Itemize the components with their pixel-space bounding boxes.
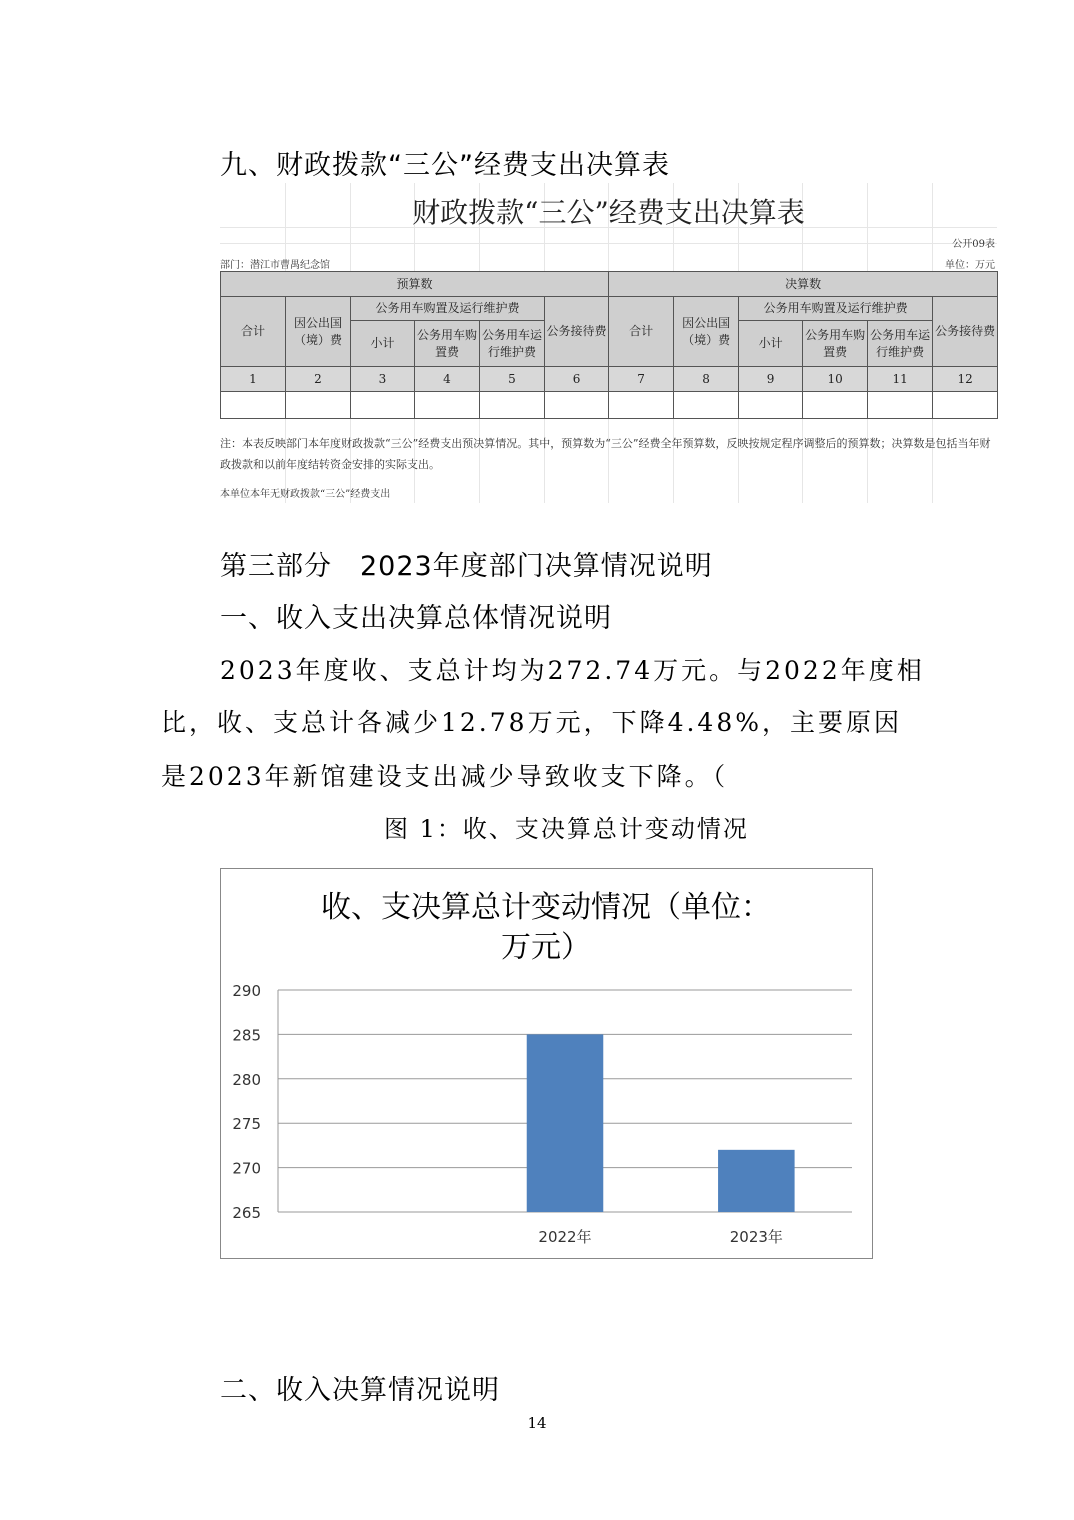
final-purchase-header: 公务用车购置费 bbox=[803, 321, 868, 367]
y-tick-label: 290 bbox=[232, 982, 261, 1000]
col-num: 3 bbox=[351, 367, 415, 392]
budget-reception-header: 公务接待费 bbox=[545, 297, 609, 367]
final-operation-header: 公务用车运行维护费 bbox=[868, 321, 933, 367]
total-change-chart bbox=[220, 868, 873, 1259]
col-num: 6 bbox=[545, 367, 609, 392]
empty-data-row bbox=[221, 392, 998, 419]
final-vehicle-header: 公务用车购置及运行维护费 bbox=[739, 297, 933, 321]
budget-group-header: 预算数 bbox=[221, 272, 609, 297]
x-tick-label: 2023年 bbox=[729, 1228, 783, 1246]
y-tick-label: 285 bbox=[232, 1026, 261, 1045]
expense-table bbox=[220, 271, 998, 419]
table-footer-note: 本单位本年无财政拨款“三公”经费支出 bbox=[220, 489, 391, 500]
budget-total-header: 合计 bbox=[221, 297, 286, 367]
bar-2023年 bbox=[718, 1150, 795, 1212]
page-number: 14 bbox=[527, 1414, 547, 1432]
col-num: 1 bbox=[221, 367, 286, 392]
bar-2022年 bbox=[527, 1034, 604, 1212]
col-num: 4 bbox=[415, 367, 480, 392]
chart-title-line-2: 万元） bbox=[501, 930, 591, 965]
col-num: 5 bbox=[480, 367, 545, 392]
final-subtotal-header: 小计 bbox=[739, 321, 803, 367]
paragraph-line-2: 比，收、支总计各减少12.78万元，下降4.48%，主要原因 bbox=[161, 708, 902, 737]
final-abroad-header: 因公出国（境）费 bbox=[674, 297, 739, 367]
col-num: 8 bbox=[674, 367, 739, 392]
paragraph-line-1: 2023年度收、支总计均为272.74万元。与2022年度相 bbox=[220, 656, 925, 685]
col-num: 10 bbox=[803, 367, 868, 392]
budget-abroad-header: 因公出国（境）费 bbox=[286, 297, 351, 367]
department-label: 部门：潜江市曹禺纪念馆 bbox=[220, 260, 330, 271]
y-tick-label: 275 bbox=[232, 1115, 261, 1134]
section-two-heading: 二、收入决算情况说明 bbox=[220, 1375, 500, 1406]
budget-purchase-header: 公务用车购置费 bbox=[415, 321, 480, 367]
section-one-heading: 一、收入支出决算总体情况说明 bbox=[220, 603, 612, 634]
part-three-heading: 第三部分 2023年度部门决算情况说明 bbox=[220, 551, 713, 582]
x-tick-label: 2022年 bbox=[538, 1228, 592, 1246]
chart-svg bbox=[221, 869, 872, 1258]
unit-label: 单位：万元 bbox=[945, 260, 995, 271]
column-number-row bbox=[221, 367, 998, 392]
y-tick-label: 280 bbox=[232, 1070, 261, 1089]
paragraph-line-3: 是2023年新馆建设支出减少导致收支下降。（ bbox=[161, 762, 729, 791]
budget-operation-header: 公务用车运行维护费 bbox=[480, 321, 545, 367]
final-reception-header: 公务接待费 bbox=[933, 297, 998, 367]
section-nine-heading: 九、财政拨款“三公”经费支出决算表 bbox=[220, 150, 670, 181]
final-group-header: 决算数 bbox=[609, 272, 998, 297]
col-num: 11 bbox=[868, 367, 933, 392]
three-public-expense-table-image bbox=[220, 183, 997, 503]
chart-title-line-1: 收、支决算总计变动情况（单位： bbox=[321, 890, 771, 925]
col-num: 12 bbox=[933, 367, 998, 392]
col-num: 2 bbox=[286, 367, 351, 392]
y-tick-label: 270 bbox=[232, 1159, 261, 1178]
figure-caption: 图 1：收、支决算总计变动情况 bbox=[384, 815, 749, 843]
y-tick-label: 265 bbox=[232, 1204, 261, 1222]
budget-vehicle-header: 公务用车购置及运行维护费 bbox=[351, 297, 545, 321]
form-code: 公开09表 bbox=[952, 239, 995, 250]
final-total-header: 合计 bbox=[609, 297, 674, 367]
budget-subtotal-header: 小计 bbox=[351, 321, 415, 367]
table-title: 财政拨款“三公”经费支出决算表 bbox=[412, 196, 805, 229]
table-note: 注：本表反映部门本年度财政拨款“三公”经费支出预决算情况。其中，预算数为“三公”经费全年预算数，反映按规定程序调整后的预算数；决算数是包括当年财政拨款和以前年度结转资金安排的实际支出。 bbox=[220, 437, 991, 471]
col-num: 7 bbox=[609, 367, 674, 392]
col-num: 9 bbox=[739, 367, 803, 392]
